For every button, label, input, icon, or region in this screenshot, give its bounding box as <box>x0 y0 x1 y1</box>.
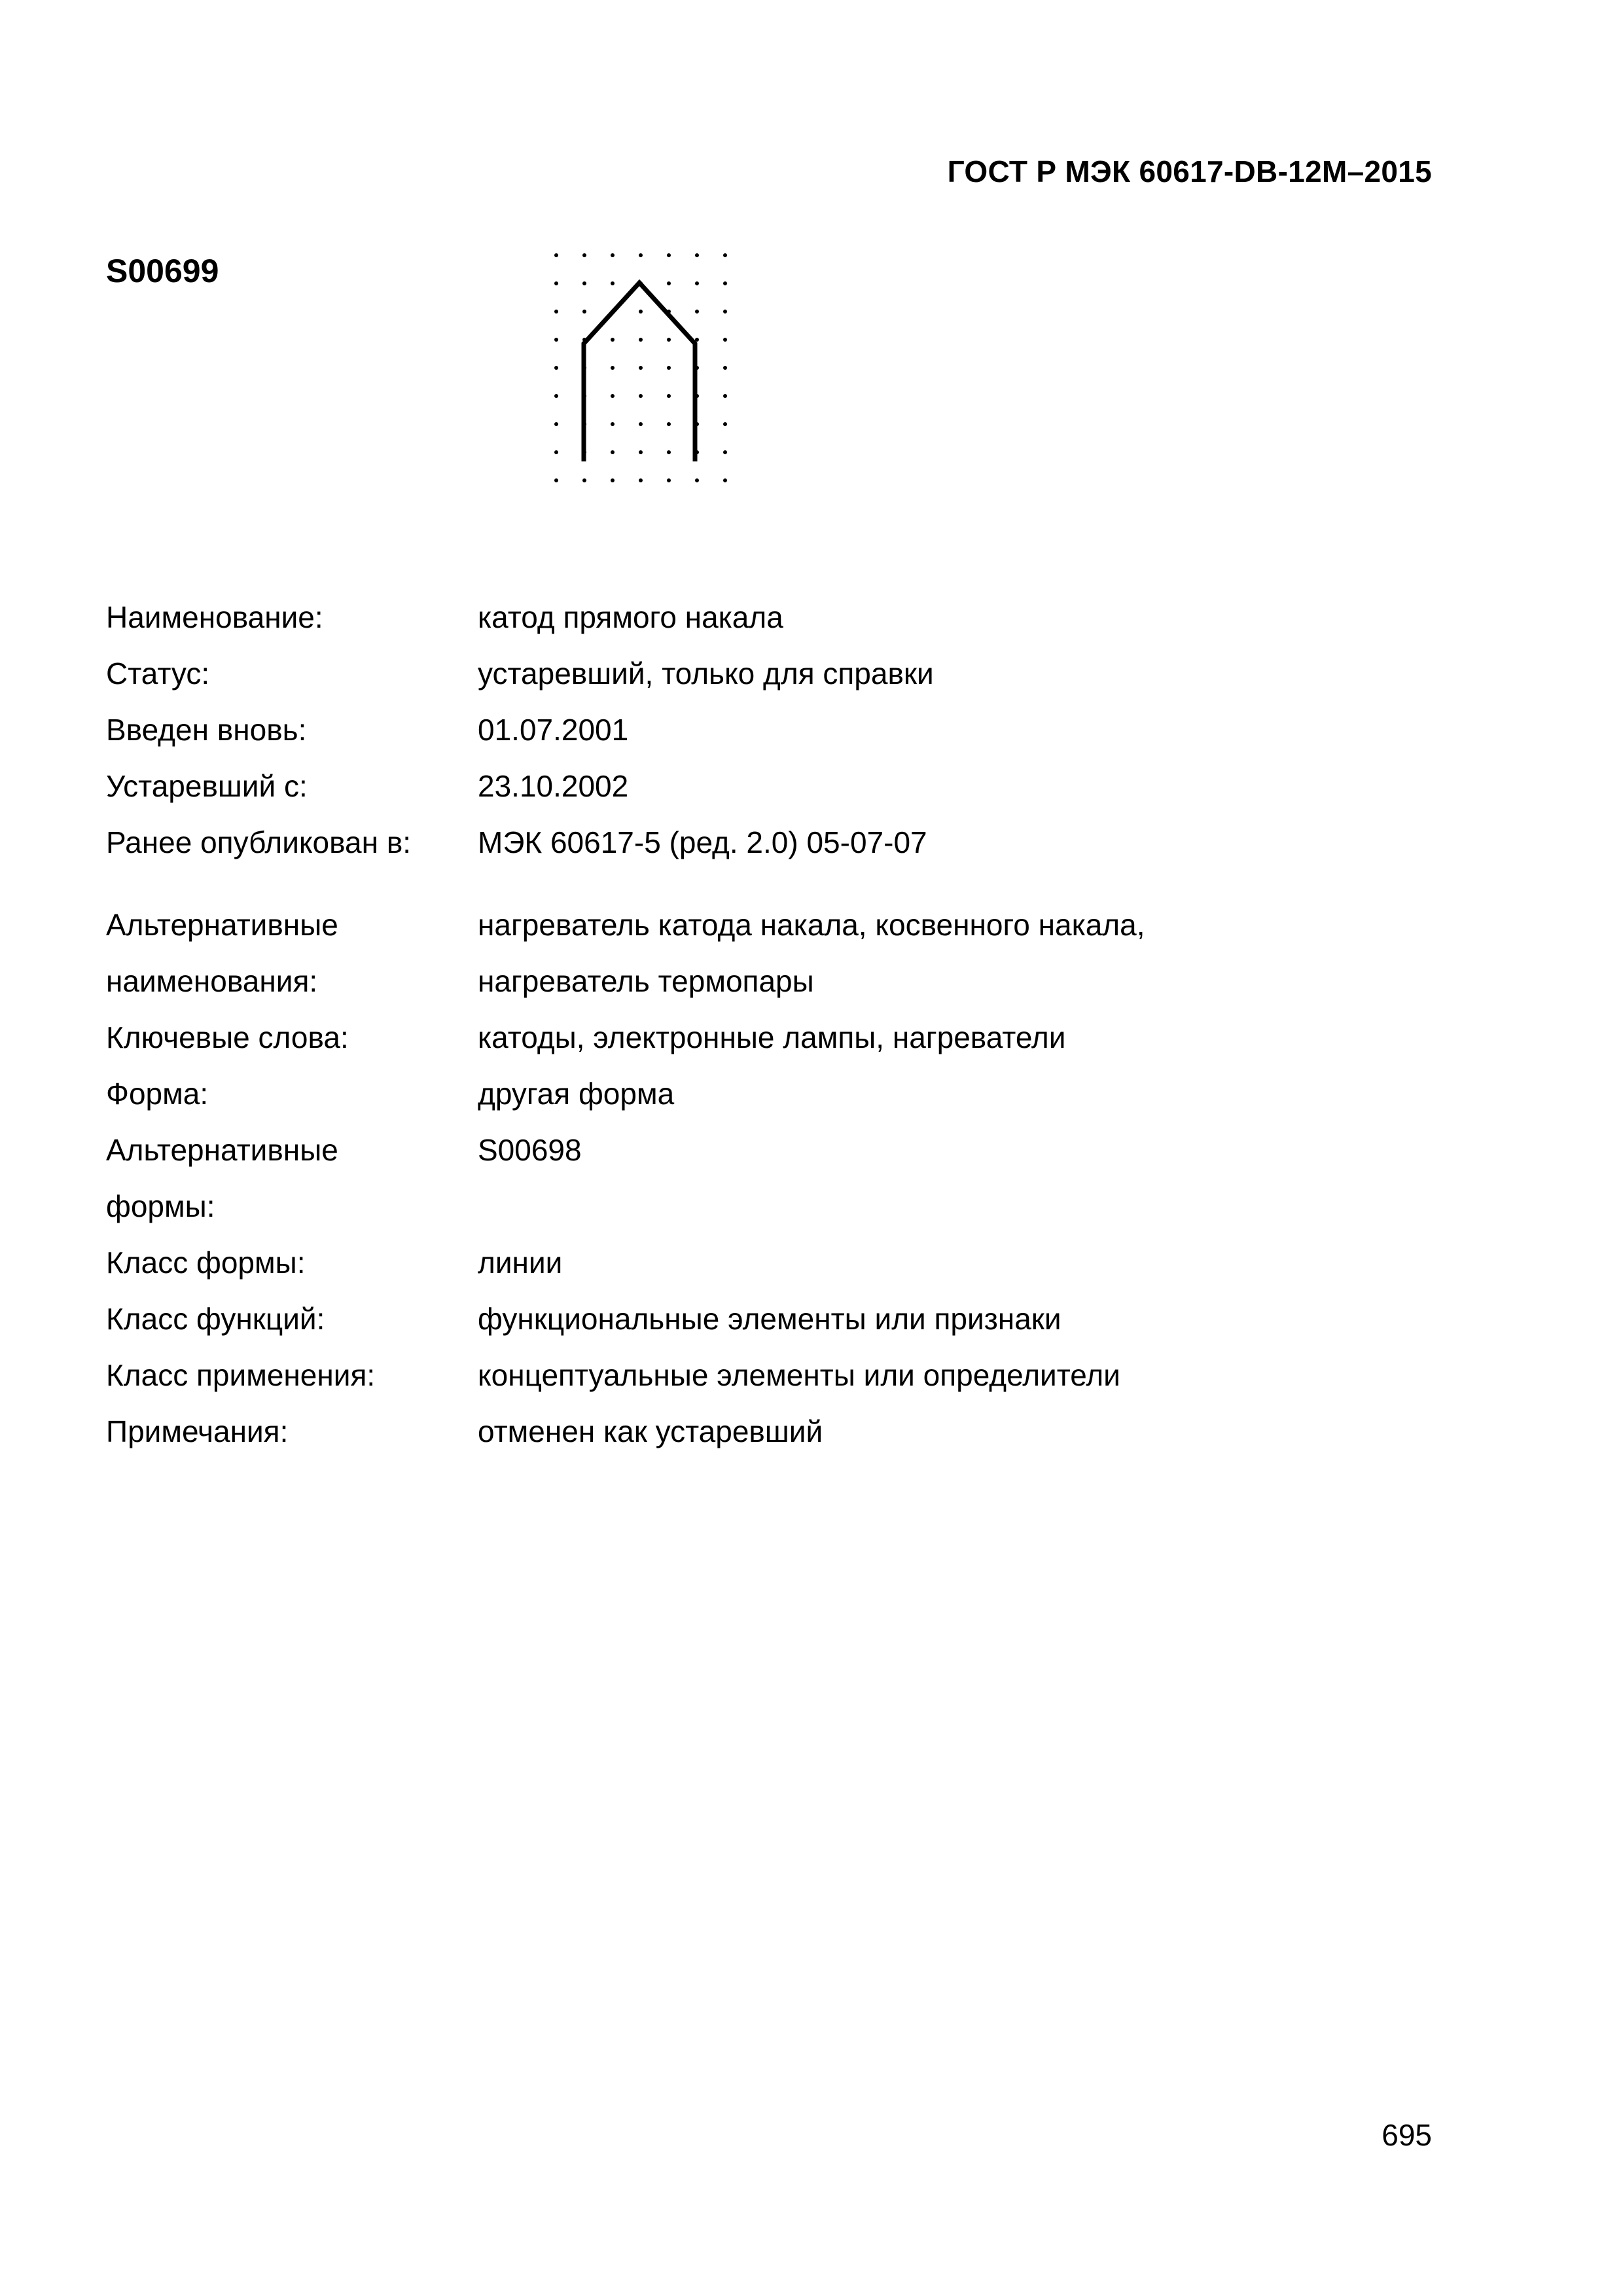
property-label: Ключевые слова: <box>106 1020 349 1054</box>
property-row-notes <box>106 1403 1415 1460</box>
property-label: Статус: <box>106 656 210 691</box>
property-row-alternative-names-cont <box>106 953 1415 1009</box>
grid-dot <box>554 366 558 370</box>
grid-dot <box>554 478 558 482</box>
grid-dot <box>611 450 615 454</box>
property-value: 01.07.2001 <box>478 713 629 747</box>
grid-dot <box>723 478 727 482</box>
grid-dot <box>639 310 643 314</box>
property-value: другая форма <box>478 1077 675 1111</box>
property-label: Наименование: <box>106 600 323 634</box>
property-label: Класс формы: <box>106 1246 306 1280</box>
property-value: устаревший, только для справки <box>478 656 934 691</box>
grid-dot <box>582 310 586 314</box>
grid-dot <box>611 478 615 482</box>
grid-dot <box>639 422 643 426</box>
grid-dot <box>554 394 558 398</box>
property-label: Альтернативные <box>106 908 338 942</box>
property-label: Альтернативные <box>106 1133 338 1167</box>
grid-dot <box>554 253 558 257</box>
property-value: нагреватель катода накала, косвенного накала, <box>478 908 1145 942</box>
property-row-status <box>106 645 1415 702</box>
grid-dot <box>695 253 699 257</box>
property-row-alternative-forms <box>106 1122 1415 1178</box>
property-row-application-class <box>106 1347 1415 1403</box>
property-value: концептуальные элементы или определители <box>478 1358 1120 1392</box>
property-value: катоды, электронные лампы, нагреватели <box>478 1020 1066 1054</box>
property-row-keywords <box>106 1009 1415 1066</box>
grid-dot <box>723 253 727 257</box>
property-label: наименования: <box>106 964 318 998</box>
grid-dot <box>667 422 671 426</box>
grid-dot <box>723 310 727 314</box>
grid-dot <box>667 281 671 285</box>
grid-dot <box>639 450 643 454</box>
property-label: формы: <box>106 1189 215 1223</box>
grid-dot <box>582 478 586 482</box>
property-label: Устаревший с: <box>106 769 308 803</box>
grid-dot <box>667 394 671 398</box>
grid-dot <box>695 281 699 285</box>
grid-dot <box>554 310 558 314</box>
grid-dot <box>554 281 558 285</box>
grid-dot <box>723 450 727 454</box>
property-label: Класс применения: <box>106 1358 376 1392</box>
grid-dot <box>611 422 615 426</box>
property-value: линии <box>478 1246 563 1280</box>
property-row-alternative-forms-cont <box>106 1178 1415 1234</box>
property-row-function-class <box>106 1291 1415 1347</box>
grid-dot <box>554 450 558 454</box>
property-value <box>478 1178 1415 1234</box>
property-value: отменен как устаревший <box>478 1414 823 1448</box>
grid-dot <box>667 450 671 454</box>
grid-dot <box>667 478 671 482</box>
grid-dot <box>611 394 615 398</box>
dot-grid <box>554 253 727 482</box>
grid-dot <box>639 394 643 398</box>
property-row-form-class <box>106 1234 1415 1291</box>
grid-dot <box>667 366 671 370</box>
grid-dot <box>723 394 727 398</box>
grid-dot <box>611 253 615 257</box>
property-value: нагреватель термопары <box>478 964 814 998</box>
property-row-previously-published <box>106 814 1415 870</box>
symbol-id: S00699 <box>106 253 219 289</box>
property-row-obsolete-since <box>106 758 1415 814</box>
grid-dot <box>611 281 615 285</box>
grid-dot <box>554 338 558 342</box>
grid-dot <box>611 366 615 370</box>
grid-dot <box>723 338 727 342</box>
page-number: 695 <box>1382 2118 1432 2152</box>
property-row-alternative-names <box>106 897 1415 953</box>
property-value: катод прямого накала <box>478 600 783 634</box>
grid-dot <box>723 281 727 285</box>
property-label: Класс функций: <box>106 1302 325 1336</box>
property-label: Примечания: <box>106 1414 289 1448</box>
grid-dot <box>554 422 558 426</box>
grid-dot <box>695 478 699 482</box>
grid-dot <box>639 366 643 370</box>
directly-heated-cathode-symbol-icon <box>537 242 746 491</box>
grid-dot <box>723 422 727 426</box>
grid-dot <box>611 338 615 342</box>
property-row-form <box>106 1066 1415 1122</box>
grid-dot <box>582 281 586 285</box>
property-label: Ранее опубликован в: <box>106 825 412 859</box>
grid-dot <box>639 338 643 342</box>
grid-dot <box>639 478 643 482</box>
grid-dot <box>582 253 586 257</box>
property-value: S00698 <box>478 1133 582 1167</box>
property-row-introduced <box>106 702 1415 758</box>
grid-dot <box>667 253 671 257</box>
property-value: МЭК 60617-5 (ред. 2.0) 05-07-07 <box>478 825 927 859</box>
grid-dot <box>639 253 643 257</box>
grid-dot <box>695 310 699 314</box>
property-label: Форма: <box>106 1077 209 1111</box>
property-value: функциональные элементы или признаки <box>478 1302 1061 1336</box>
property-row-name <box>106 589 1415 645</box>
properties-table <box>106 589 1415 1460</box>
grid-dot <box>723 366 727 370</box>
document-header: ГОСТ Р МЭК 60617-DB-12M–2015 <box>947 154 1432 188</box>
grid-dot <box>667 338 671 342</box>
property-value: 23.10.2002 <box>478 769 629 803</box>
cathode-symbol-outline <box>584 283 695 461</box>
property-label: Введен вновь: <box>106 713 307 747</box>
